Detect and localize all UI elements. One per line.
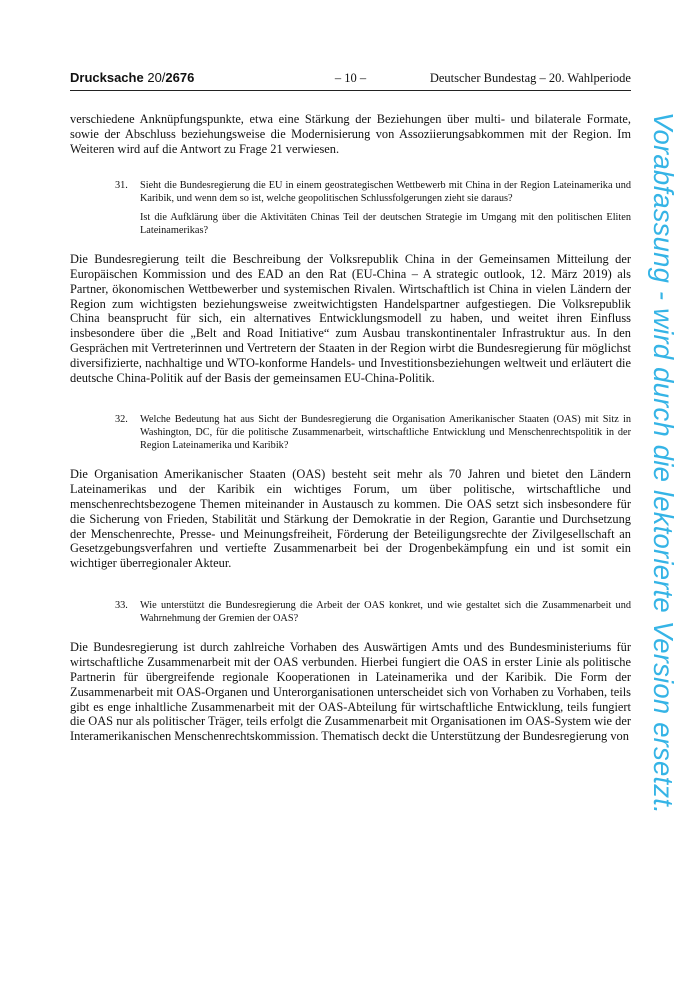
watermark-text: Vorabfassung - wird durch die lektorierte Version ersetzt. <box>648 112 679 814</box>
question-text: Wie unterstützt die Bundesregierung die Arbeit der OAS konkret, und wie gestaltet sich die Zusammenarbeit und Wahrnehmung der Gremien der OAS? <box>140 600 631 624</box>
question-text: Sieht die Bundesregierung die EU in einem geostrategischen Wettbewerb mit China in der Region Lateinamerika und Karibik, und wenn dem so ist, welche geopolitischen Schlussfolgerungen zieht sie daraus? <box>140 180 631 205</box>
question-number: 31. <box>115 180 128 192</box>
paragraph-continuation: verschiedene Anknüpfungspunkte, etwa eine Stärkung der Beziehungen über multi- und bilaterale Formate, sowie der Abschluss beziehungsweise die Modernisierung von Assoziierungsabkommen mit der Region. Im Weiteren wird auf die Antwort zu Frage 21 verwiesen. <box>70 112 631 156</box>
question-33 <box>70 600 631 625</box>
question-text: Ist die Aufklärung über die Aktivitäten Chinas Teil der deutschen Strategie im Umgang mit den politischen Eliten Lateinamerikas? <box>140 211 631 236</box>
question-number: 32. <box>115 414 128 426</box>
answer-33: Die Bundesregierung ist durch zahlreiche Vorhaben des Auswärtigen Amts und des Bundesministeriums für wirtschaftliche Zusammenarbeit mit der OAS verbunden. Hierbei fungiert die OAS in erster Linie als politische Partnerin für übergreifende regionale Kooperationen in Lateinamerika und der Karibik. Die Form der Zusammenarbeit mit OAS-Organen und Unterorganisationen unterscheidet sich von Vorhaben zu Vorhaben, teils gibt es enge inhaltliche Zusammenarbeit mit der OAS-Abteilung für wirtschaftliche Entwicklung, teils fungiert die OAS nur als politischer Träger, teils erfolgt die Zusammenarbeit mit Organisationen im OAS-System wie der Interamerikanischen Menschenrechtskommission. Thematisch deckt die Unterstützung der Bundesregierung von <box>70 640 631 744</box>
question-32 <box>70 414 631 452</box>
page-body <box>70 112 631 744</box>
answer-31: Die Bundesregierung teilt die Beschreibung der Volksrepublik China in der Gemeinsamen Mitteilung der Europäischen Kommission und des EAD an den Rat (EU-China – A strategic outlook, 12. März 2019) als Partner, ökonomischen Wettbewerber und systemischen Rivalen. Wirtschaftlich ist China in vielen Ländern der Region zum wichtigsten beziehungsweise zweitwichtigsten Handelspartner aufgestiegen. Die Volksrepublik China beansprucht für sich, ein alternatives Entwicklungsmodell zu haben, und weitet ihren Einfluss insbesondere über die „Belt and Road Initiative“ zum Ausbau transkontinentaler Infrastruktur aus. In den Gesprächen mit Vertreterinnen und Vertretern der Staaten in der Region wirbt die Bundesregierung für möglichst diversifizierte, nachhaltige und WTO-konforme Handels- und Investitionsbeziehungen weltweit und erläutert die deutsche China-Politik auf der Basis der gemeinsamen EU-China-Politik. <box>70 252 631 385</box>
page-header <box>70 70 631 91</box>
document-number: Drucksache 20/2676 <box>70 70 195 85</box>
publisher-line: Deutscher Bundestag – 20. Wahlperiode <box>429 71 631 85</box>
question-31 <box>70 180 631 237</box>
question-text: Welche Bedeutung hat aus Sicht der Bundesregierung die Organisation Amerikanischer Staaten (OAS) mit Sitz in Washington, DC, für die politische Zusammenarbeit, wirtschaftliche Entwicklung und Menschenrechtspolitik in der Region Lateinamerika und Karibik? <box>140 414 631 451</box>
question-number: 33. <box>115 600 128 612</box>
answer-32: Die Organisation Amerikanischer Staaten (OAS) besteht seit mehr als 70 Jahren und bietet den Ländern Lateinamerikas und der Karibik ein wichtiges Forum, um über politische, wirtschaftliche und menschenrechtsbezogene Themen miteinander in Austausch zu kommen. Die OAS setzt sich insbesondere für die Sicherung von Frieden, Stabilität und Stärkung der Demokratie in der Region, Garantie und Durchsetzung der Menschenrechte, Presse- und Meinungsfreiheit, Förderung der Beteiligungsrechte der Zivilgesellschaft an Gesetzgebungsverfahren und vertiefte Zusammenarbeit bei der Drogenbekämpfung ein und ist somit ein wichtiger überregionaler Akteur. <box>70 467 631 571</box>
draft-watermark <box>648 112 678 882</box>
page-number: – 10 – <box>334 71 367 85</box>
